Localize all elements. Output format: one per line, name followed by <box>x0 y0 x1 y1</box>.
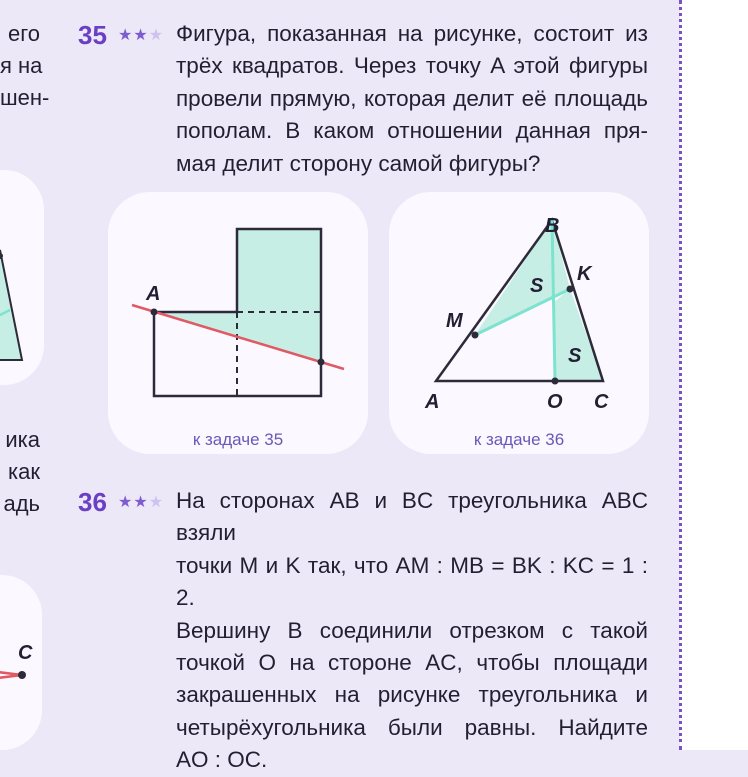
figure-card-36 <box>389 192 649 454</box>
prev-figure-card <box>0 170 44 385</box>
text-line: Фигура, показанная на рисунке, состоит из <box>176 21 648 46</box>
vertex-label-b: B <box>545 215 560 237</box>
area-label-s: S <box>568 345 582 367</box>
vertex-label-c: C <box>594 391 609 413</box>
text-line: точкой O на стороне AC, чтобы площади <box>176 650 648 676</box>
text-line: точки M и K так, что AM : MB = BK : KC = 1 : 2. <box>176 552 648 611</box>
figure-card-35 <box>108 192 368 454</box>
star-empty-icon: ★ <box>148 494 165 511</box>
figure-36 <box>389 192 649 454</box>
prev-column-line: ика <box>5 427 40 452</box>
point-label-k: K <box>577 263 592 285</box>
text-line: AO : OC. <box>176 747 268 773</box>
text-line: четырёхугольника были равны. Найдите <box>176 714 648 740</box>
prev-column-line: его <box>7 21 40 46</box>
difficulty-stars <box>118 492 164 512</box>
prev-column-line: адь <box>3 491 40 516</box>
prev-figure-card <box>0 575 42 750</box>
prev-column-line: шен- <box>0 85 50 110</box>
prev-figure <box>0 575 42 750</box>
point-label-m: M <box>446 310 463 332</box>
star-filled-icon: ★ <box>118 27 134 44</box>
figure-caption: к задаче 35 <box>192 430 284 449</box>
area-label-s: S <box>530 275 544 297</box>
star-filled-icon: ★ <box>133 494 149 511</box>
problem-number: 35 <box>78 20 107 50</box>
difficulty-stars <box>118 25 164 45</box>
vertex-label-a: A <box>425 391 440 413</box>
text-line: закрашенных на рисунке треугольника и <box>176 682 648 708</box>
page-margin <box>680 0 748 750</box>
star-filled-icon: ★ <box>118 494 134 511</box>
text-line: На сторонах AB и BC треугольника ABC взяли <box>176 488 648 546</box>
text-line: мая делит сторону самой фигуры? <box>176 150 541 176</box>
figure-35 <box>108 192 368 454</box>
text-line: трёх квадратов. Через точку A этой фигуры <box>176 53 648 79</box>
point-label-o: O <box>547 391 563 413</box>
problem-number: 36 <box>78 487 107 517</box>
prev-column-line: как <box>8 459 40 484</box>
star-filled-icon: ★ <box>133 27 149 44</box>
prev-figure <box>0 170 44 385</box>
point-label-a: A <box>146 283 161 305</box>
figure-caption: к задаче 36 <box>473 430 565 449</box>
star-empty-icon: ★ <box>148 27 165 44</box>
text-line: Вершину B соединили отрезком с такой <box>176 617 648 643</box>
point-label: C <box>18 642 33 664</box>
text-line: провели прямую, которая делит её площадь <box>176 85 648 111</box>
problem-text <box>176 485 648 777</box>
text-line: пополам. В каком отношении данная пря- <box>176 118 648 144</box>
prev-column-line: я на <box>0 53 43 78</box>
problem-text <box>176 18 648 180</box>
margin-divider <box>679 0 682 750</box>
